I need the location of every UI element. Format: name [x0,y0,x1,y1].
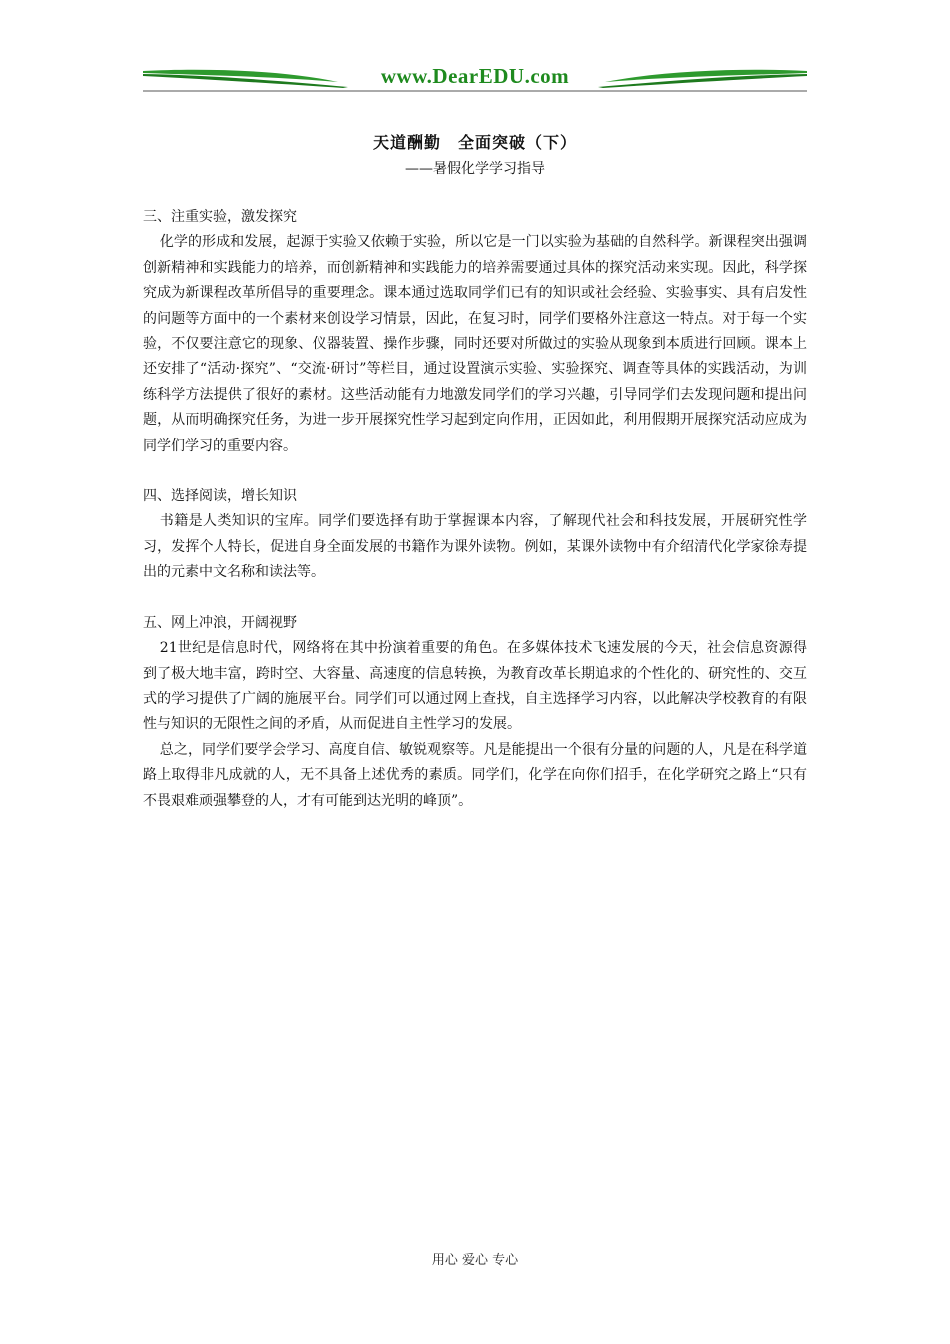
section-internet [143,611,807,814]
section-paragraph: 21世纪是信息时代，网络将在其中扮演着重要的角色。在多媒体技术飞速发展的今天，社会信息资源得到了极大地丰富，跨时空、大容量、高速度的信息转换，为教育改革长期追求的个性化的、研究性的、交互式的学习提供了广阔的施展平台。同学们可以通过网上查找，自主选择学习内容，以此解决学校教育的有限性与知识的无限性之间的矛盾，从而促进自主性学习的发展。 [143,640,807,733]
site-logo-text: www.DearEDU.com [380,64,570,88]
section-heading: 五、网上冲浪，开阔视野 [143,614,297,631]
header-banner [143,62,807,94]
section-spacer [143,586,807,611]
article-subtitle: ——暑假化学学习指导 [405,161,545,177]
section-paragraph: 总之，同学们要学会学习、高度自信、敏锐观察等。凡是能提出一个很有分量的问题的人，凡是在科学道路上取得非凡成就的人，无不具备上述优秀的素质。同学们，化学在向你们招手，在化学研究之路上“只有不畏艰难顽强攀登的人，才有可能到达光明的峰顶”。 [143,741,807,809]
section-reading [143,484,807,586]
section-heading: 三、注重实验，激发探究 [143,209,297,225]
section-paragraph: 化学的形成和发展，起源于实验又依赖于实验，所以它是一门以实验为基础的自然科学。新课程突出强调创新精神和实践能力的培养，而创新精神和实践能力的培养需要通过具体的探究活动来实现。因此，科学探究成为新课程改革所倡导的重要理念。课本通过选取同学们已有的知识或社会经验、实验事实、具有启发性的问题等方面中的一个素材来创设学习情景，因此，在复习时，同学们要格外注意这一特点。对于每一个实验，不仅要注意它的现象、仪器装置、操作步骤，同时还要对所做过的实验从现象到本质进行回顾。课本上还安排了“活动·探究”、“交流·研讨”等栏目，通过设置演示实验、实验探究、调查等具体的实践活动，为训练科学方法提供了很好的素材。这些活动能有力地激发同学们的学习兴趣，引导同学们去发现问题和提出问题，从而明确探究任务，为进一步开展探究性学习起到定向作用，正因如此，利用假期开展探究活动应成为同学们学习的重要内容。 [143,234,807,454]
section-paragraph: 书籍是人类知识的宝库。同学们要选择有助于掌握课本内容，了解现代社会和科技发展，开展研究性学习，发挥个人特长，促进自身全面发展的书籍作为课外读物。例如，某课外读物中有介绍清代化学家徐寿提出的元素中文名称和读法等。 [143,513,807,581]
article-body [143,205,807,814]
section-spacer [143,459,807,484]
section-experiments [143,205,807,459]
section-heading: 四、选择阅读，增长知识 [143,488,297,505]
article-title: 天道酬勤 全面突破（下） [372,133,577,152]
page-footer: 用心 爱心 专心 [431,1253,519,1268]
